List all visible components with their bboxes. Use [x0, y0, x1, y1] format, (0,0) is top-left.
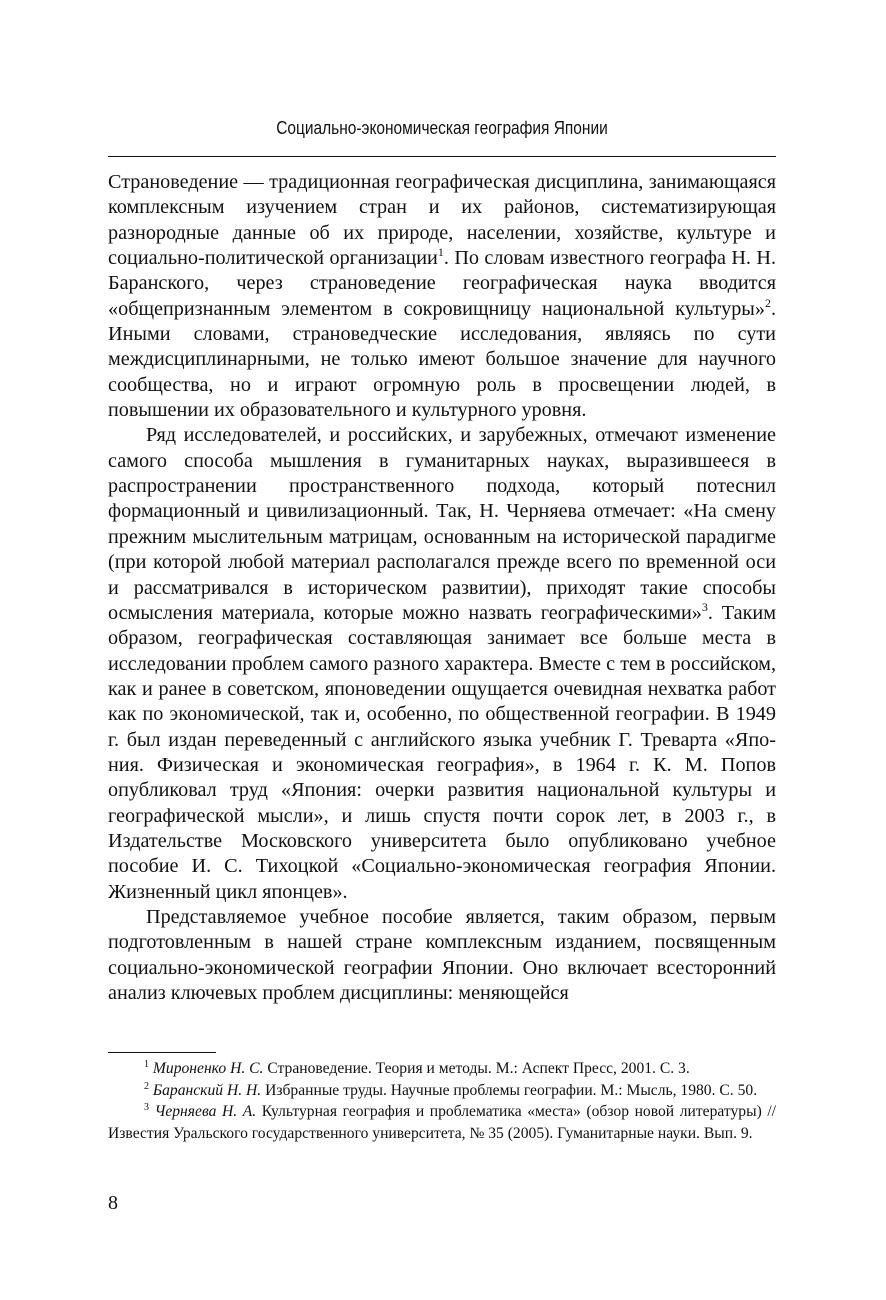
footnotes — [108, 1058, 776, 1144]
footnote-author: Черняева Н. А. — [154, 1103, 257, 1120]
paragraph-2 — [108, 423, 776, 905]
footnote-text: Культурная география и проблематика «места» (обзор новой литературы) // Известия Уральского государственного университета, № 35 (2005). Гуманитарные науки. Вып. 9. — [108, 1103, 777, 1142]
text-segment: Страноведение — традиционная географическая дисциплина, занимающаяся комплексным изучением стран и их районов, систематизирующая разнородные данные об их природе, населении, хозяйстве, культуре и социально-политической организации — [108, 171, 776, 270]
text-segment: Ряд исследователей, и российских, и зарубежных, отмечают изменение самого способа мышления в гуманитарных науках, выразившееся в распространении пространственного подхода, который потеснил формационный и цивилизационный. Так, Н. Черняева отмечает: «На смену прежним мыслительным матрицам, основанным на исторической парадигме (при которой любой материал располагался прежде всего по временной оси и рассматривался в историческом развитии), приходят такие способы осмысления материала, которые можно назвать географическими» — [108, 424, 776, 624]
footnote-ref: 1 — [437, 245, 444, 260]
footnote-number: 3 — [144, 1102, 149, 1113]
text-segment: Представляемое учебное пособие является, таким образом, первым подготовленным в нашей стране комплексным изданием, посвященным социально-экономической географии Японии. Оно включает всесторонний анализ ключевых проблем дисциплины: меняющейся — [108, 905, 776, 1004]
footnote-3 — [108, 1101, 776, 1144]
text-segment: . Иными словами, страноведческие исследования, являясь по сути междисциплинарными, не только имеют большое значение для научного сообщества, но и играют огромную роль в просвещении людей, в повышении их образовательного и культурного уровня. — [108, 297, 776, 422]
footnote-author: Мироненко Н. С. — [152, 1060, 264, 1077]
footnote-ref: 3 — [701, 599, 708, 614]
paragraph-1 — [108, 170, 776, 423]
page-number: 8 — [108, 1192, 118, 1214]
footnote-2 — [108, 1080, 776, 1102]
main-text — [108, 170, 776, 1006]
footnote-number: 2 — [144, 1080, 149, 1092]
footnote-number: 1 — [144, 1059, 149, 1070]
paragraph-3 — [108, 905, 776, 1006]
footnote-1 — [108, 1058, 776, 1080]
footnote-rule — [108, 1052, 216, 1053]
footnote-author: Баранский Н. Н. — [152, 1081, 262, 1099]
header-rule — [108, 156, 776, 157]
running-head: Социально-экономическая география Японии — [276, 118, 608, 138]
footnote-text: Страноведение. Теория и методы. М.: Аспект Пресс, 2001. С. 3. — [263, 1060, 690, 1077]
text-segment: . Таким образом, географическая составляющая занимает все больше места в исследовании проблем самого разного характера. Вместе с тем в российском, как и ранее в советском, японоведении ощущается очевидная нехватка работ как по экономической, так и, особенно, по общественной географии. В 1949 г. был издан переведенный с английского языка учебник Г. Треварта «Япония. Физическая и экономическая география», в 1964 г. К. М. Попов опубликовал труд «Япония: очерки развития национальной культуры и географической мысли», и лишь спустя почти сорок лет, в 2003 г., в Издательстве Московского университета было опубликовано учебное пособие И. С. Тихоцкой «Социально-экономическая география Японии. Жизненный цикл японцев». — [108, 601, 776, 903]
footnote-text: Избранные труды. Научные проблемы географии. М.: Мысль, 1980. С. 50. — [261, 1081, 758, 1099]
text-segment: . По словам известного географа Н. Н. Баранского, через страноведение географическая наука вводится «общепризнанным элементом в сокровищницу национальной культуры» — [108, 247, 777, 320]
footnote-ref: 2 — [764, 295, 771, 310]
